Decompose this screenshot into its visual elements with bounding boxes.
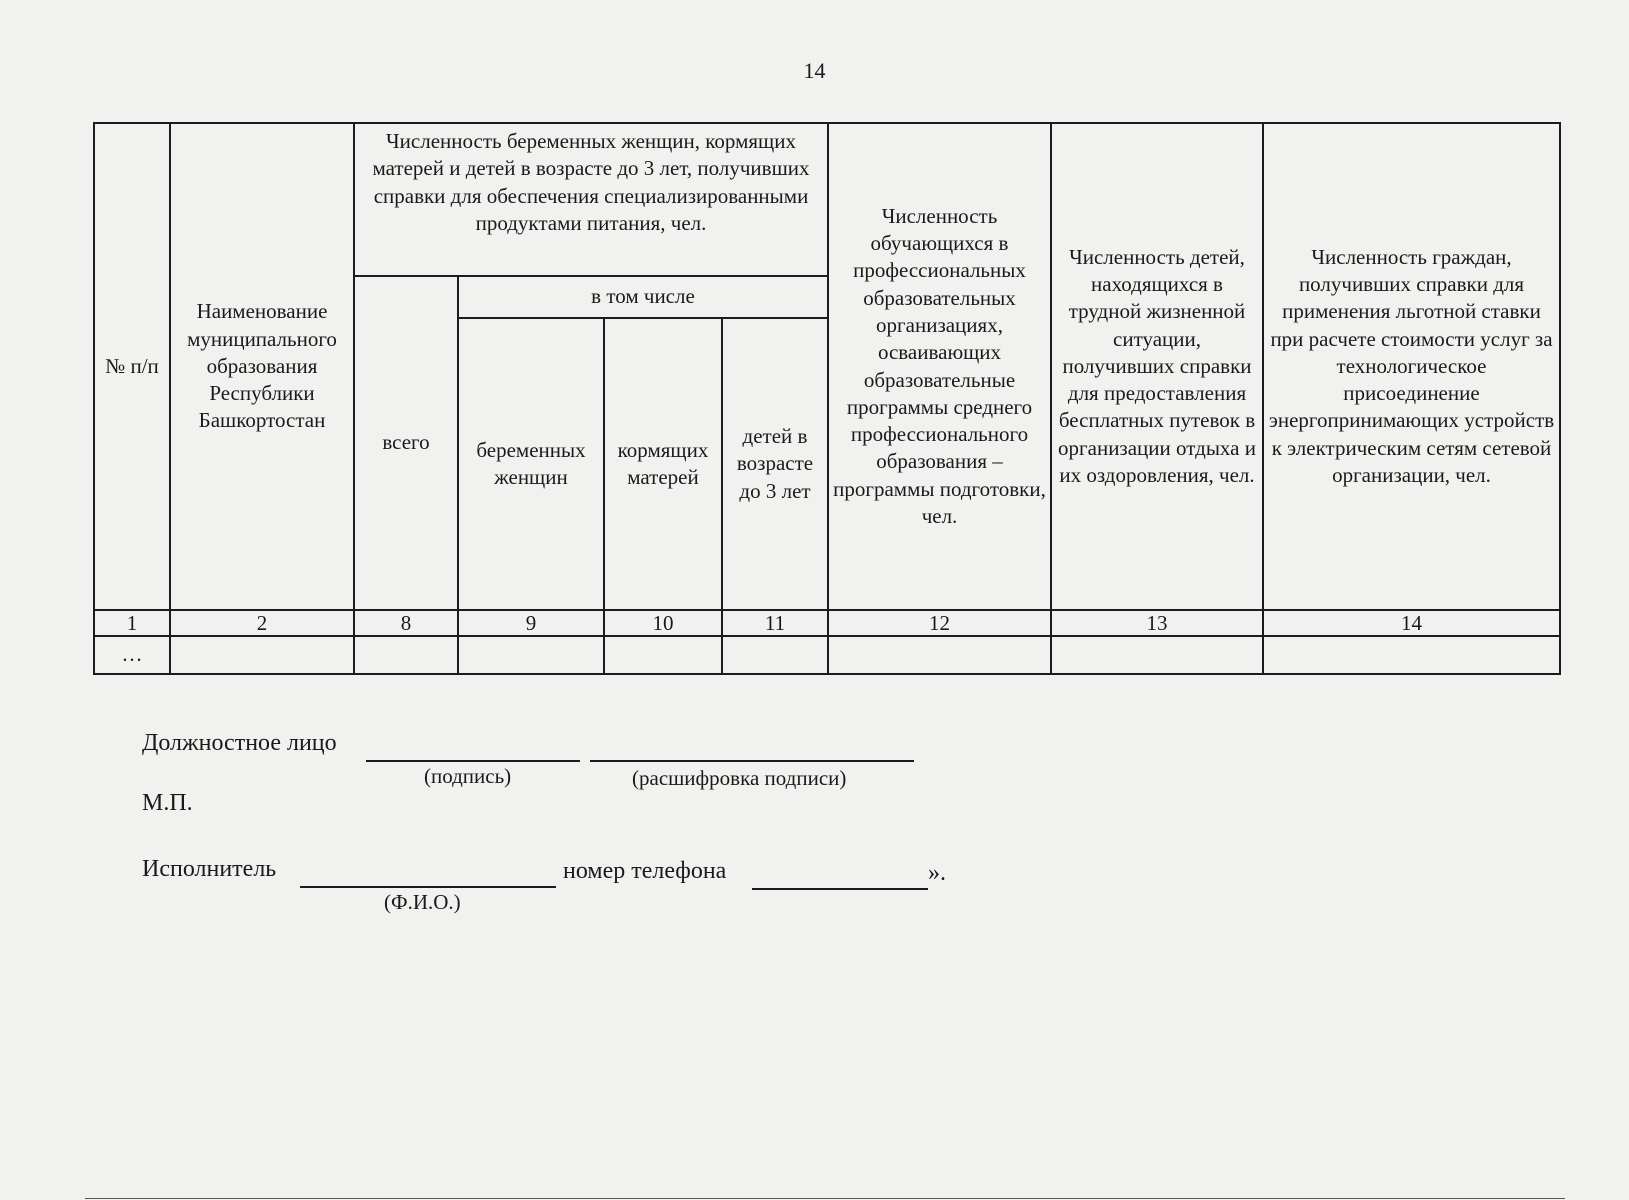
table-cell xyxy=(828,636,1051,674)
official-label: Должностное лицо xyxy=(142,730,337,756)
table-cell xyxy=(1263,636,1560,674)
report-table xyxy=(93,122,1561,675)
column-number: 1 xyxy=(94,610,170,636)
fio-line xyxy=(300,886,556,888)
header-including: в том числе xyxy=(458,276,828,318)
header-hard-situation: Численность детей, находящихся в трудной жизненной ситуации, получивших справки для предоставления бесплатных путевок в организации отдыха и их оздоровления, чел. xyxy=(1051,123,1263,610)
table-cell xyxy=(170,636,354,674)
header-nursing: кормящих матерей xyxy=(604,318,722,610)
column-number: 13 xyxy=(1051,610,1263,636)
fio-caption: (Ф.И.О.) xyxy=(384,890,461,914)
column-number: 10 xyxy=(604,610,722,636)
column-number-row xyxy=(94,610,1560,636)
decoding-caption: (расшифровка подписи) xyxy=(632,766,847,790)
table-cell: … xyxy=(94,636,170,674)
executor-label: Исполнитель xyxy=(142,856,277,882)
table-cell xyxy=(1051,636,1263,674)
table-cell xyxy=(354,636,458,674)
column-number: 2 xyxy=(170,610,354,636)
column-number: 11 xyxy=(722,610,828,636)
header-num: № п/п xyxy=(94,123,170,610)
signature-decoding-line xyxy=(590,760,914,762)
table-cell xyxy=(604,636,722,674)
header-citizens-rate: Численность граждан, получивших справки для применения льготной ставки при расчете стоимости услуг за технологическое присоединение энергопринимающих устройств к электрическим сетям сетевой организации, чел. xyxy=(1263,123,1560,610)
header-pregnant: беременных женщин xyxy=(458,318,604,610)
table-cell xyxy=(722,636,828,674)
table-row xyxy=(94,636,1560,674)
signature-line xyxy=(366,760,580,762)
bottom-rule xyxy=(85,1198,1565,1199)
phone-line xyxy=(752,888,928,890)
column-number: 9 xyxy=(458,610,604,636)
header-children: детей в возрасте до 3 лет xyxy=(722,318,828,610)
stamp-label: М.П. xyxy=(142,790,193,816)
header-total: всего xyxy=(354,276,458,610)
page-number: 14 xyxy=(803,58,826,83)
closing-quote: ». xyxy=(928,860,946,886)
header-municipality: Наименование муниципального образования Республики Башкортостан xyxy=(170,123,354,610)
header-group-pregnant: Численность беременных женщин, кормящих матерей и детей в возрасте до 3 лет, получивших справки для обеспечения специализированными продуктами питания, чел. xyxy=(354,123,828,276)
column-number: 8 xyxy=(354,610,458,636)
table-cell xyxy=(458,636,604,674)
phone-label: номер телефона xyxy=(563,858,727,884)
header-students: Численность обучающихся в профессиональных образовательных организациях, осваивающих образовательные программы среднего профессионального образования – программы подготовки, чел. xyxy=(828,123,1051,610)
column-number: 12 xyxy=(828,610,1051,636)
column-number: 14 xyxy=(1263,610,1560,636)
signature-caption: (подпись) xyxy=(424,764,512,788)
